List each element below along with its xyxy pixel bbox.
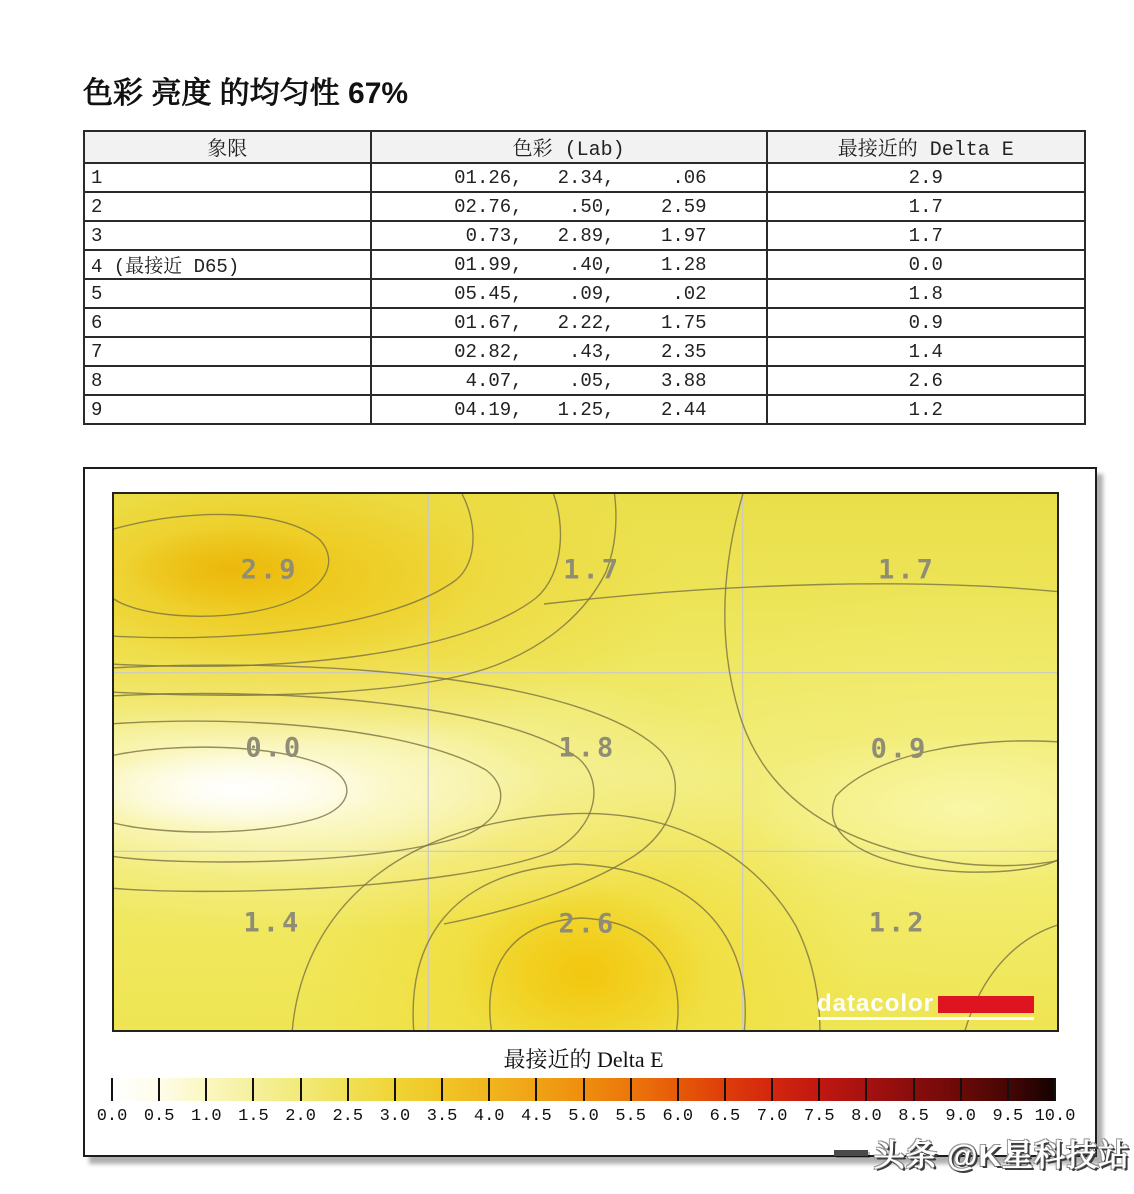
lab-cell: 01.99, .40, 1.28 — [371, 250, 767, 279]
colorbar-tick — [583, 1078, 585, 1101]
delta-e-colorbar — [112, 1078, 1055, 1101]
colorbar-tick — [111, 1078, 113, 1101]
colorbar-tick-label: 8.5 — [898, 1107, 929, 1126]
colorbar-tick-label: 0.0 — [96, 1107, 128, 1126]
delta-cell: 1.7 — [767, 192, 1085, 221]
colorbar-tick — [252, 1078, 254, 1101]
colorbar-tick — [300, 1078, 302, 1101]
delta-e-value-label: 2.9 — [240, 554, 299, 586]
colorbar-tick — [441, 1078, 443, 1101]
column-header-quadrant: 象限 — [84, 131, 371, 163]
colorbar-tick — [630, 1078, 632, 1101]
table-row — [84, 192, 1085, 221]
colorbar-tick — [677, 1078, 679, 1101]
datacolor-logo-text: datacolor — [817, 990, 935, 1017]
colorbar-tick-label: 3.5 — [426, 1107, 458, 1126]
column-header-lab: 色彩 (Lab) — [371, 131, 767, 163]
datacolor-logo-red-bar — [938, 996, 1034, 1013]
colorbar-tick-label: 7.5 — [803, 1107, 835, 1126]
table-row — [84, 163, 1085, 192]
table-row — [84, 221, 1085, 250]
colorbar-tick — [394, 1078, 396, 1101]
lab-cell: 02.76, .50, 2.59 — [371, 192, 767, 221]
delta-e-value-label: 0.0 — [245, 732, 304, 764]
watermark-text: 头条 @K星科技站 — [873, 1138, 1130, 1173]
delta-cell: 2.6 — [767, 366, 1085, 395]
colorbar-tick — [913, 1078, 915, 1101]
delta-e-value-label: 1.8 — [558, 732, 617, 764]
watermark — [834, 1130, 1130, 1175]
delta-e-value-label: 2.6 — [558, 908, 617, 940]
colorbar-tick-label: 5.0 — [568, 1107, 599, 1126]
table-row — [84, 395, 1085, 424]
colorbar-tick-label: 6.5 — [709, 1107, 741, 1126]
quadrant-cell: 4 (最接近 D65) — [84, 250, 371, 279]
delta-cell: 1.8 — [767, 279, 1085, 308]
quadrant-cell: 9 — [84, 395, 371, 424]
table-row — [84, 366, 1085, 395]
colorbar-tick-label: 9.5 — [992, 1107, 1024, 1126]
colorbar-tick — [1007, 1078, 1009, 1101]
colorbar-tick-label: 5.5 — [615, 1107, 646, 1126]
colorbar-tick — [960, 1078, 962, 1101]
lab-cell: 4.07, .05, 3.88 — [371, 366, 767, 395]
colorbar-tick — [488, 1078, 490, 1101]
colorbar-tick-label: 8.0 — [851, 1107, 882, 1126]
colorbar-tick — [347, 1078, 349, 1101]
colorbar-tick — [205, 1078, 207, 1101]
delta-e-value-label: 1.2 — [868, 907, 927, 939]
lab-cell: 02.82, .43, 2.35 — [371, 337, 767, 366]
delta-cell: 0.0 — [767, 250, 1085, 279]
delta-e-value-label: 0.9 — [870, 733, 929, 765]
colorbar-tick — [865, 1078, 867, 1101]
colorbar-tick-label: 1.5 — [238, 1107, 269, 1126]
colorbar-tick-label: 3.0 — [379, 1107, 411, 1126]
delta-cell: 0.9 — [767, 308, 1085, 337]
colorbar-tick — [158, 1078, 160, 1101]
colorbar-tick-labels — [96, 1107, 1076, 1129]
colorbar-tick-label: 6.0 — [662, 1107, 694, 1126]
colorbar-tick — [724, 1078, 726, 1101]
colorbar-title: 最接近的 Delta E — [503, 1047, 664, 1072]
table-row — [84, 279, 1085, 308]
quadrant-cell: 7 — [84, 337, 371, 366]
lab-cell: 05.45, .09, .02 — [371, 279, 767, 308]
quadrant-cell: 8 — [84, 366, 371, 395]
colorbar-tick-label: 4.0 — [473, 1107, 505, 1126]
colorbar-tick-label: 0.5 — [143, 1107, 175, 1126]
colorbar-tick — [1054, 1078, 1056, 1101]
delta-e-value-label: 1.7 — [878, 554, 936, 586]
watermark-dash — [834, 1150, 868, 1156]
table-row — [84, 250, 1085, 279]
colorbar-tick — [535, 1078, 537, 1101]
table-row — [84, 337, 1085, 366]
uniformity-figure — [83, 467, 1097, 1157]
quadrant-cell: 1 — [84, 163, 371, 192]
page-title: 色彩 亮度 的均匀性 67% — [83, 77, 409, 110]
lab-cell: 04.19, 1.25, 2.44 — [371, 395, 767, 424]
uniformity-table — [83, 130, 1086, 425]
colorbar-tick-label: 4.5 — [521, 1107, 552, 1126]
delta-e-value-label: 1.4 — [243, 907, 302, 939]
colorbar-tick-label: 9.0 — [945, 1107, 976, 1126]
delta-cell: 1.2 — [767, 395, 1085, 424]
delta-cell: 1.7 — [767, 221, 1085, 250]
quadrant-cell: 2 — [84, 192, 371, 221]
delta-cell: 1.4 — [767, 337, 1085, 366]
delta-cell: 2.9 — [767, 163, 1085, 192]
colorbar-tick-label: 2.0 — [285, 1107, 316, 1126]
column-header-delta-e: 最接近的 Delta E — [767, 131, 1085, 163]
lab-cell: 0.73, 2.89, 1.97 — [371, 221, 767, 250]
colorbar-tick-label: 10.0 — [1034, 1107, 1076, 1126]
datacolor-logo — [817, 991, 1034, 1020]
quadrant-cell: 3 — [84, 221, 371, 250]
lab-cell: 01.26, 2.34, .06 — [371, 163, 767, 192]
colorbar-tick — [771, 1078, 773, 1101]
colorbar-tick-label: 7.0 — [756, 1107, 788, 1126]
quadrant-cell: 6 — [84, 308, 371, 337]
colorbar-tick-label: 2.5 — [332, 1107, 364, 1126]
table-header-row — [84, 131, 1085, 163]
delta-e-contour-map — [112, 492, 1059, 1032]
colorbar-tick-label: 1.0 — [190, 1107, 222, 1126]
lab-cell: 01.67, 2.22, 1.75 — [371, 308, 767, 337]
delta-e-value-label: 1.7 — [563, 554, 621, 586]
table-row — [84, 308, 1085, 337]
colorbar-tick — [818, 1078, 820, 1101]
quadrant-cell: 5 — [84, 279, 371, 308]
